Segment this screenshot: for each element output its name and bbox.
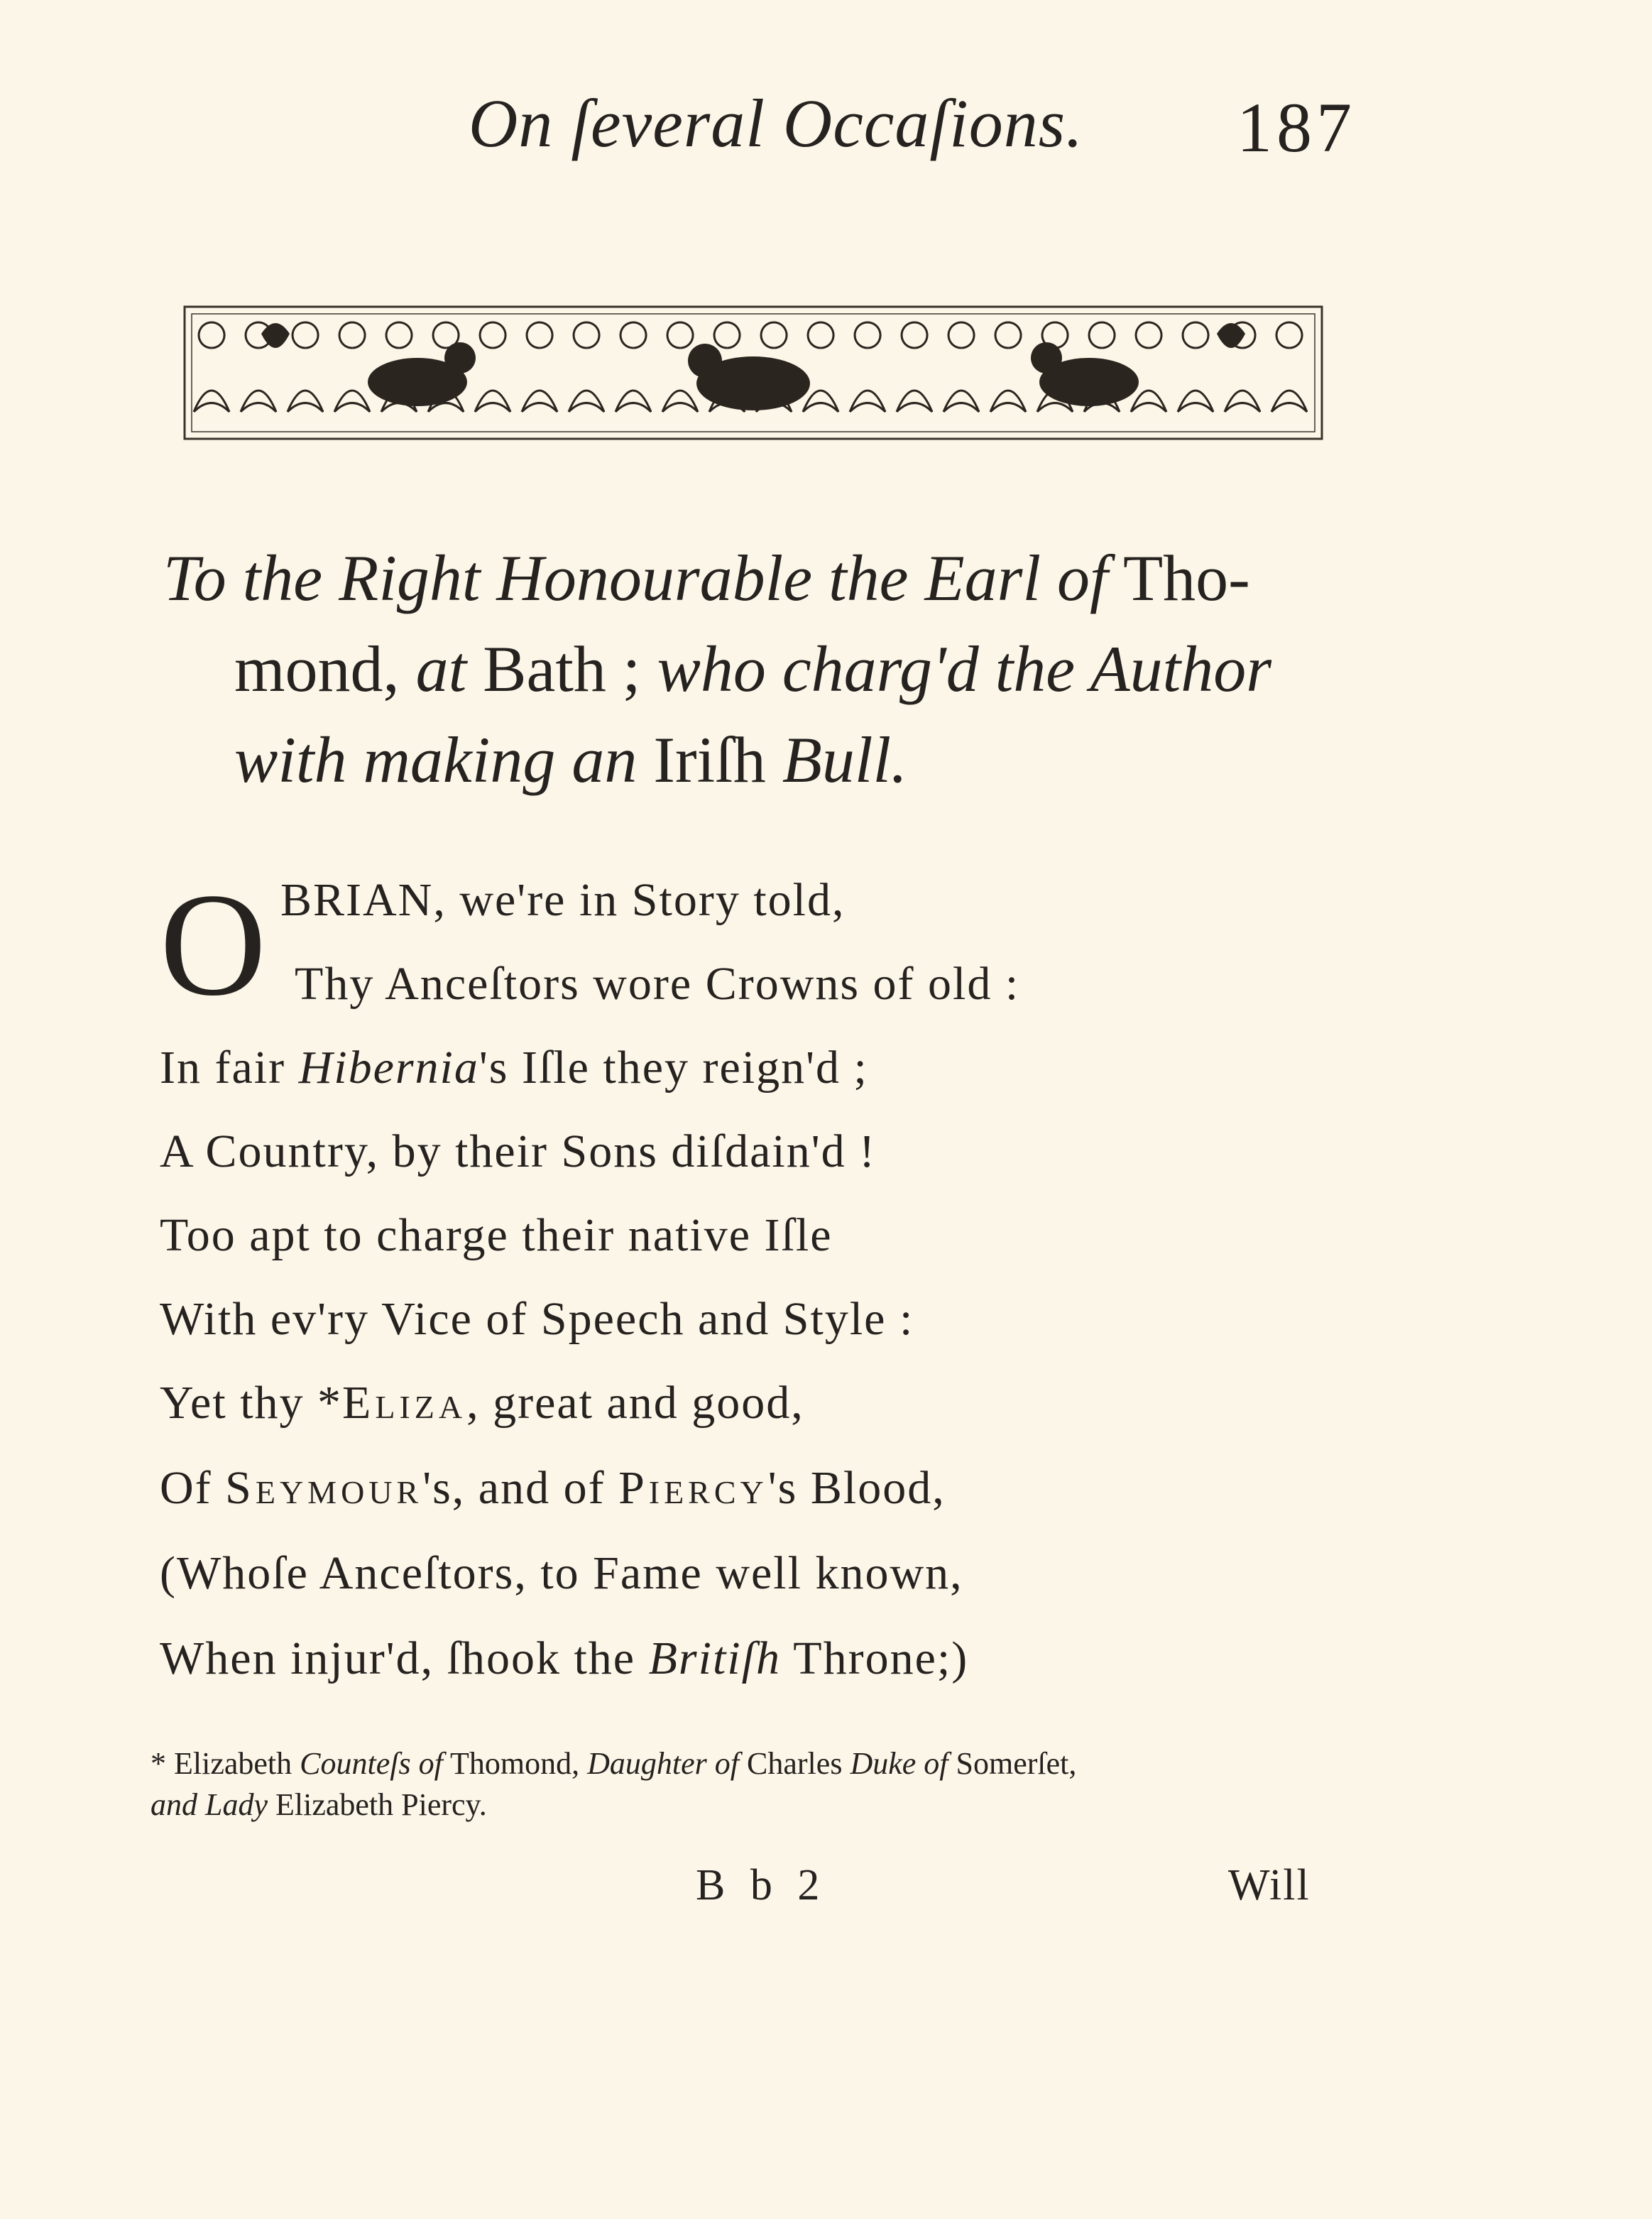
- footnote-text: * Elizabeth: [151, 1746, 300, 1781]
- title-line3-roman: Iriſh: [653, 724, 766, 796]
- scroll-flourish-icon: [522, 322, 557, 412]
- line-small-caps: Piercy: [618, 1462, 768, 1514]
- line-text: Yet thy *: [160, 1377, 343, 1429]
- line-text: A Country, by their Sons diſdain'd !: [160, 1125, 877, 1177]
- scroll-flourish-icon: [288, 322, 323, 412]
- poem-line: [160, 1376, 804, 1430]
- line-text: BRIAN, we're in Story told,: [280, 874, 846, 926]
- title-line2-italic-a: at: [415, 633, 467, 705]
- page-number: 187: [1237, 88, 1356, 167]
- title-line2-roman-b: Bath ;: [483, 633, 641, 705]
- poem-line: [160, 1125, 876, 1179]
- footnote-italic: and Lady: [151, 1787, 268, 1822]
- poem-line: [160, 1547, 963, 1601]
- footnote-text: Somerſet,: [948, 1746, 1077, 1781]
- line-text: With ev'ry Vice of Speech and Style :: [160, 1293, 914, 1345]
- line-text: When injur'd, ſhook the: [160, 1632, 649, 1684]
- poem-line: [280, 873, 846, 927]
- scroll-flourish-icon: [616, 322, 651, 412]
- scroll-flourish-icon: [194, 322, 229, 412]
- line-text: 's, and of: [422, 1462, 619, 1514]
- footnote-italic: Daughter of: [587, 1746, 740, 1781]
- poem-line: [160, 1632, 968, 1686]
- scroll-flourish-icon: [1131, 322, 1166, 412]
- scroll-flourish-icon: [943, 322, 979, 412]
- signature-mark: B b 2: [696, 1861, 827, 1909]
- title-line1-italic: To the Right Honourable the Earl of: [163, 542, 1108, 614]
- scroll-flourish-icon: [1178, 322, 1213, 412]
- footnote-italic: Counteſs of: [300, 1746, 443, 1781]
- scroll-flourish-icon: [1271, 322, 1307, 412]
- poem-line: [160, 1041, 868, 1095]
- catchword: Will: [1228, 1861, 1311, 1909]
- scroll-flourish-icon: [850, 322, 885, 412]
- footnote: [151, 1743, 1343, 1826]
- ornamental-headpiece-icon: [183, 305, 1323, 440]
- scroll-flourish-icon: [803, 322, 838, 412]
- line-italic: Britiſh: [648, 1632, 781, 1684]
- title-line3-italic-a: with making an: [234, 724, 638, 796]
- poem-line: [160, 1461, 946, 1515]
- line-text: 's Iſle they reign'd ;: [478, 1042, 868, 1094]
- title-line1-roman: Tho-: [1122, 542, 1250, 614]
- line-text: Thy Anceſtors wore Crowns of old :: [295, 958, 1020, 1010]
- scroll-flourish-icon: [897, 322, 932, 412]
- poem-line: [295, 957, 1019, 1011]
- line-text: (Whoſe Anceſtors, to Fame well known,: [160, 1547, 963, 1599]
- scroll-flourish-icon: [990, 322, 1026, 412]
- line-italic: Hibernia: [298, 1042, 479, 1094]
- footnote-text: Charles: [739, 1746, 850, 1781]
- title-line3-italic-b: Bull.: [782, 724, 908, 796]
- footnote-italic: Duke of: [850, 1746, 948, 1781]
- line-small-caps: Eliza: [342, 1377, 467, 1429]
- urn-right-icon: [1217, 323, 1245, 348]
- line-text: Of: [160, 1462, 226, 1514]
- line-text: In fair: [160, 1042, 299, 1094]
- line-text: Throne;): [780, 1632, 969, 1684]
- line-text: Too apt to charge their native Iſle: [160, 1209, 833, 1261]
- title-line2-italic-b: who charg'd the Author: [657, 633, 1272, 705]
- line-text: 's Blood,: [767, 1462, 946, 1514]
- line-small-caps: Seymour: [225, 1462, 423, 1514]
- line-text: , great and good,: [466, 1377, 804, 1429]
- urn-left-icon: [261, 323, 290, 348]
- poem-line: [160, 1209, 833, 1263]
- scroll-flourish-icon: [334, 322, 370, 412]
- page-header: [0, 84, 1652, 167]
- scroll-flourish-icon: [475, 322, 510, 412]
- drop-cap: O: [160, 863, 267, 1026]
- running-head: On ſeveral Occaſions.: [469, 85, 1084, 161]
- poem-line: [160, 1292, 914, 1346]
- title-line2-roman-a: mond,: [234, 633, 400, 705]
- footnote-text: Elizabeth Piercy.: [268, 1787, 487, 1822]
- footnote-text: Thomond,: [442, 1746, 588, 1781]
- poem-title: [163, 533, 1342, 805]
- scroll-flourish-icon: [569, 322, 604, 412]
